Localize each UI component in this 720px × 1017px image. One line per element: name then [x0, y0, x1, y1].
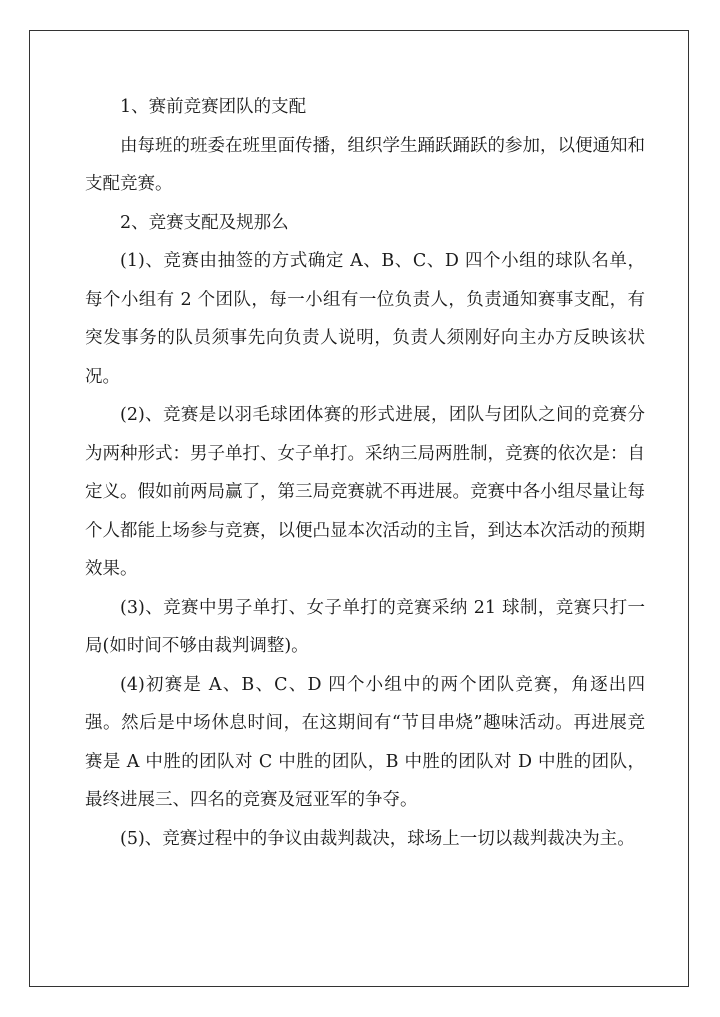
- paragraph-rule-3: (3)、竞赛中男子单打、女子单打的竞赛采纳 21 球制，竞赛只打一局(如时间不够由裁判调整)。: [85, 597, 645, 656]
- paragraph-rule-2: (2)、竞赛是以羽毛球团体赛的形式进展，团队与团队之间的竞赛分为两种形式：男子单打、女子单打。采纳三局两胜制，竞赛的依次是：自定义。假如前两局赢了，第三局竞赛就不再进展。竞赛中各小组尽量让每个人都能上场参与竞赛，以便凸显本次活动的主旨，到达本次活动的预期效果。: [85, 405, 645, 579]
- section-heading-2: 2、竞赛支配及规那么: [120, 212, 289, 233]
- section-heading-1: 1、赛前竞赛团队的支配: [120, 97, 307, 117]
- paragraph-team-arrangement: 由每班的班委在班里面传播，组织学生踊跃踊跃的参加，以便通知和支配竞赛。: [85, 135, 645, 194]
- paragraph-rule-1: (1)、竞赛由抽签的方式确定 A、B、C、D 四个小组的球队名单，每个小组有 2 个团队，每一小组有一位负责人，负责通知赛事支配，有突发事务的队员须事先向负责人说明，负责人须刚好向主办方反映该状况。: [85, 251, 645, 387]
- paragraph-rule-5: (5)、竞赛过程中的争议由裁判裁决，球场上一切以裁判裁决为主。: [120, 828, 635, 849]
- document-body: [85, 88, 645, 858]
- paragraph-rule-4: (4)初赛是 A、B、C、D 四个小组中的两个团队竞赛，角逐出四强。然后是中场休息时间，在这期间有“节目串烧”趣味活动。再进展竞赛是 A 中胜的团队对 C 中胜的团队，B 中胜的团队对 D 中胜的团队，最终进展三、四名的竞赛及冠亚军的争夺。: [85, 674, 645, 810]
